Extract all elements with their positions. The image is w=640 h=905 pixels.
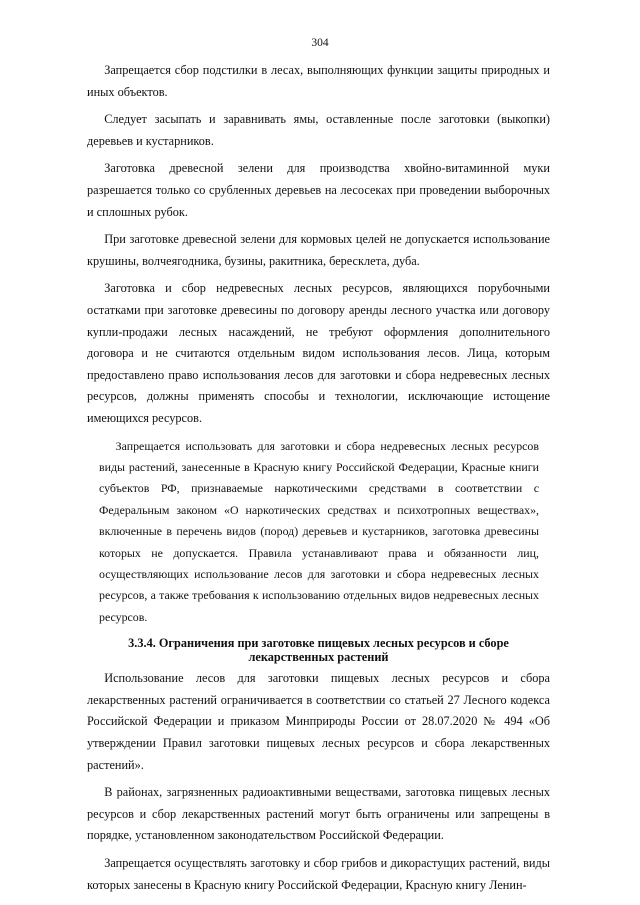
section-heading-line-2: лекарственных растений	[248, 650, 389, 665]
paragraph-forest-code-limits: Использование лесов для заготовки пищевых лесных ресурсов и сбора лекарственных растений ограничивается в соответствии со статьей 27 Лесного кодекса Российской Федерации и приказом Минприроды России от 28.07.2020 № 494 «Об утверждении Правил заготовки пищевых лесных ресурсов и сбора лекарственных растений».	[87, 671, 550, 772]
paragraph-radioactive-areas: В районах, загрязненных радиоактивными веществами, заготовка пищевых лесных ресурсов и сбор лекарственных растений могут быть ограничены или запрещены в порядке, установленном законодательством Российской Федерации.	[87, 785, 550, 843]
paragraph-litter-ban: Запрещается сбор подстилки в лесах, выполняющих функции защиты природных и иных объектов.	[87, 63, 550, 99]
paragraph-greenery-flour: Заготовка древесной зелени для производства хвойно-витаминной муки разрешается только со срубленных деревьев на лесосеках при проведении выборочных и сплошных рубок.	[87, 161, 550, 219]
paragraph-logging-residues: Заготовка и сбор недревесных лесных ресурсов, являющихся порубочными остатками при заготовке древесины по договору аренды лесного участка или договору купли-продажи лесных насаждений, не требуют оформления дополнительного договора и не считаются отдельным видом использования лесов. Лица, которым предоставлено право использования лесов для заготовки и сбора недревесных лесных ресурсов, должны применять способы и технологии, исключающие истощение имеющихся ресурсов.	[87, 281, 550, 425]
section-heading	[87, 636, 550, 664]
paragraph-pit-filling: Следует засыпать и заравнивать ямы, оставленные после заготовки (выкопки) деревьев и кустарников.	[87, 112, 550, 148]
paragraph-red-book-ban: Запрещается использовать для заготовки и сбора недревесных лесных ресурсов виды растений, занесенные в Красную книгу Российской Федерации, Красные книги субъектов РФ, признаваемые наркотическими средствами в соответствии с Федеральным законом «О наркотических средствах и психотропных веществах», включенные в перечень видов (пород) деревьев и кустарников, заготовка древесины которых не допускается. Правила устанавливают права и обязанности лиц, осуществляющих использование лесов для заготовки и сбора недревесных лесных ресурсов, а также требования к использованию отдельных видов недревесных лесных ресурсов.	[99, 438, 539, 624]
paragraph-mushroom-ban: Запрещается осуществлять заготовку и сбор грибов и дикорастущих растений, виды которых занесены в Красную книгу Российской Федерации, Красную книгу Ленин-	[87, 855, 550, 892]
paragraph-fodder-greenery: При заготовке древесной зелени для кормовых целей не допускается использование крушины, волчеягодника, бузины, ракитника, бересклета, дуба.	[87, 232, 550, 268]
document-body	[87, 60, 550, 902]
section-heading-line-1: 3.3.4. Ограничения при заготовке пищевых лесных ресурсов и сборе	[128, 636, 509, 651]
page-number: 304	[311, 37, 329, 49]
